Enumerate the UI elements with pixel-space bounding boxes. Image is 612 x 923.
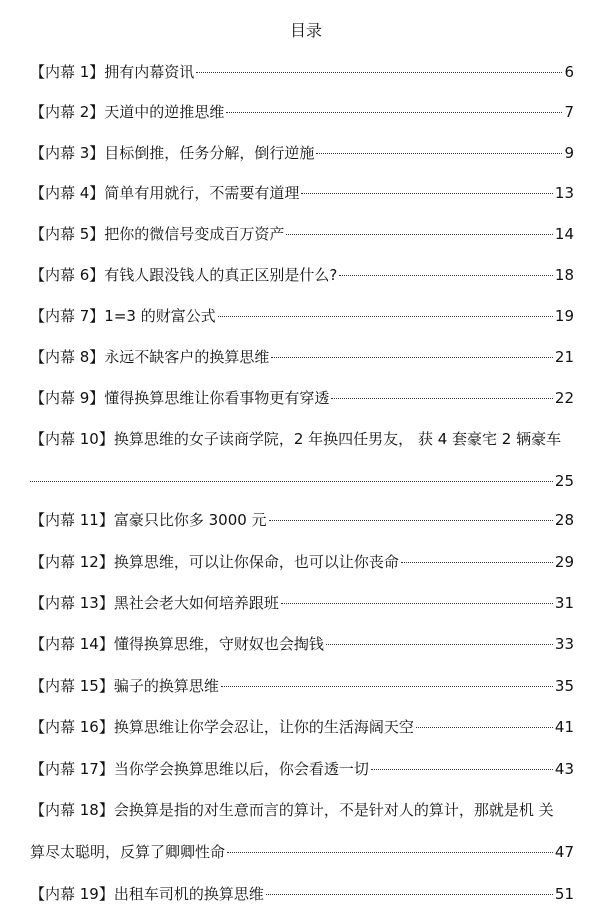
toc-entry-label: 【内幕 15】骗子的换算思维 <box>30 677 219 695</box>
toc-entry-page: 35 <box>554 677 574 695</box>
toc-entry-label: 【内幕 2】天道中的逆推思维 <box>30 103 225 121</box>
toc-entry-label: 【内幕 3】目标倒推，任务分解，倒行逆施 <box>30 144 315 162</box>
toc-entry[interactable] <box>30 61 574 83</box>
toc-entry[interactable] <box>30 428 574 492</box>
toc-entry[interactable] <box>30 799 574 863</box>
toc-entry-page: 19 <box>554 307 574 325</box>
dot-leader <box>326 644 553 645</box>
dot-leader <box>371 769 553 770</box>
dot-leader <box>286 234 553 235</box>
dot-leader <box>316 153 562 154</box>
dot-leader <box>281 603 553 604</box>
dot-leader <box>196 72 562 73</box>
toc-entry-label: 【内幕 12】换算思维，可以让你保命，也可以让你丧命 <box>30 553 399 571</box>
toc-entry-label: 【内幕 6】有钱人跟没钱人的真正区别是什么? <box>30 266 338 284</box>
toc-entry-label: 【内幕 16】换算思维让你学会忍让，让你的生活海阔天空 <box>30 718 414 736</box>
toc-entry-label: 【内幕 11】富豪只比你多 3000 元 <box>30 511 267 529</box>
toc-entry[interactable] <box>30 675 574 697</box>
dot-leader <box>301 193 553 194</box>
dot-leader <box>401 562 553 563</box>
toc-entry-label: 【内幕 19】出租车司机的换算思维 <box>30 885 264 903</box>
toc-entry-page: 47 <box>554 843 574 861</box>
toc-entry-label: 【内幕 8】永远不缺客户的换算思维 <box>30 348 270 366</box>
toc-entry[interactable] <box>30 305 574 327</box>
toc-entry-page: 18 <box>554 266 574 284</box>
toc-entry[interactable] <box>30 551 574 573</box>
toc-entry[interactable] <box>30 387 574 409</box>
toc-entry-label-continued: 算尽太聪明，反算了卿卿性命 <box>30 843 226 861</box>
toc-entry[interactable] <box>30 182 574 204</box>
toc-entry-label: 【内幕 4】简单有用就行，不需要有道理 <box>30 184 300 202</box>
toc-entry-label: 【内幕 18】会换算是指的对生意而言的算计，不是针对人的算计，那就是机 关 <box>30 801 554 819</box>
toc-title: 目录 <box>289 21 322 40</box>
toc-entry-label: 【内幕 9】懂得换算思维让你看事物更有穿透 <box>30 389 330 407</box>
toc-entry[interactable] <box>30 142 574 164</box>
toc-entry[interactable] <box>30 592 574 614</box>
toc-entry[interactable] <box>30 633 574 655</box>
dot-leader <box>226 112 562 113</box>
dot-leader <box>30 481 553 482</box>
toc-entry-label: 【内幕 13】黑社会老大如何培养跟班 <box>30 594 279 612</box>
toc-entry[interactable] <box>30 346 574 368</box>
dot-leader <box>331 398 553 399</box>
toc-entry[interactable] <box>30 101 574 123</box>
toc-entry[interactable] <box>30 509 574 531</box>
toc-entry-page: 31 <box>554 594 574 612</box>
dot-leader <box>227 852 553 853</box>
dot-leader <box>416 727 553 728</box>
toc-entry-page: 25 <box>554 472 574 490</box>
toc-entry-page: 51 <box>554 885 574 903</box>
toc-entry-label: 【内幕 7】1=3 的财富公式 <box>30 307 216 325</box>
toc-entry-page: 9 <box>564 144 574 162</box>
toc-entry[interactable] <box>30 716 574 738</box>
toc-entry[interactable] <box>30 223 574 245</box>
toc-entry-label: 【内幕 10】换算思维的女子读商学院，2 年换四任男友， 获 4 套豪宅 2 辆豪车 <box>30 430 562 448</box>
dot-leader <box>271 357 553 358</box>
dot-leader <box>266 894 553 895</box>
dot-leader <box>269 520 553 521</box>
toc-entry-label: 【内幕 5】把你的微信号变成百万资产 <box>30 225 285 243</box>
toc-entry-label: 【内幕 1】拥有内幕资讯 <box>30 63 195 81</box>
toc-entry-page: 29 <box>554 553 574 571</box>
toc-entry-page: 7 <box>564 103 574 121</box>
toc-entry-label: 【内幕 17】当你学会换算思维以后，你会看透一切 <box>30 760 369 778</box>
toc-entry[interactable] <box>30 883 574 905</box>
toc-entry[interactable] <box>30 758 574 780</box>
toc-entry-page: 21 <box>554 348 574 366</box>
toc-entry[interactable] <box>30 264 574 286</box>
dot-leader <box>218 316 553 317</box>
toc-entry-page: 14 <box>554 225 574 243</box>
toc-entry-page: 22 <box>554 389 574 407</box>
toc-entry-label: 【内幕 14】懂得换算思维，守财奴也会掏钱 <box>30 635 324 653</box>
dot-leader <box>339 275 553 276</box>
toc-entry-page: 6 <box>564 63 574 81</box>
toc-entry-page: 33 <box>554 635 574 653</box>
dot-leader <box>221 686 553 687</box>
toc-entry-page: 13 <box>554 184 574 202</box>
toc-entry-page: 41 <box>554 718 574 736</box>
toc-entry-page: 43 <box>554 760 574 778</box>
toc-entry-page: 28 <box>554 511 574 529</box>
